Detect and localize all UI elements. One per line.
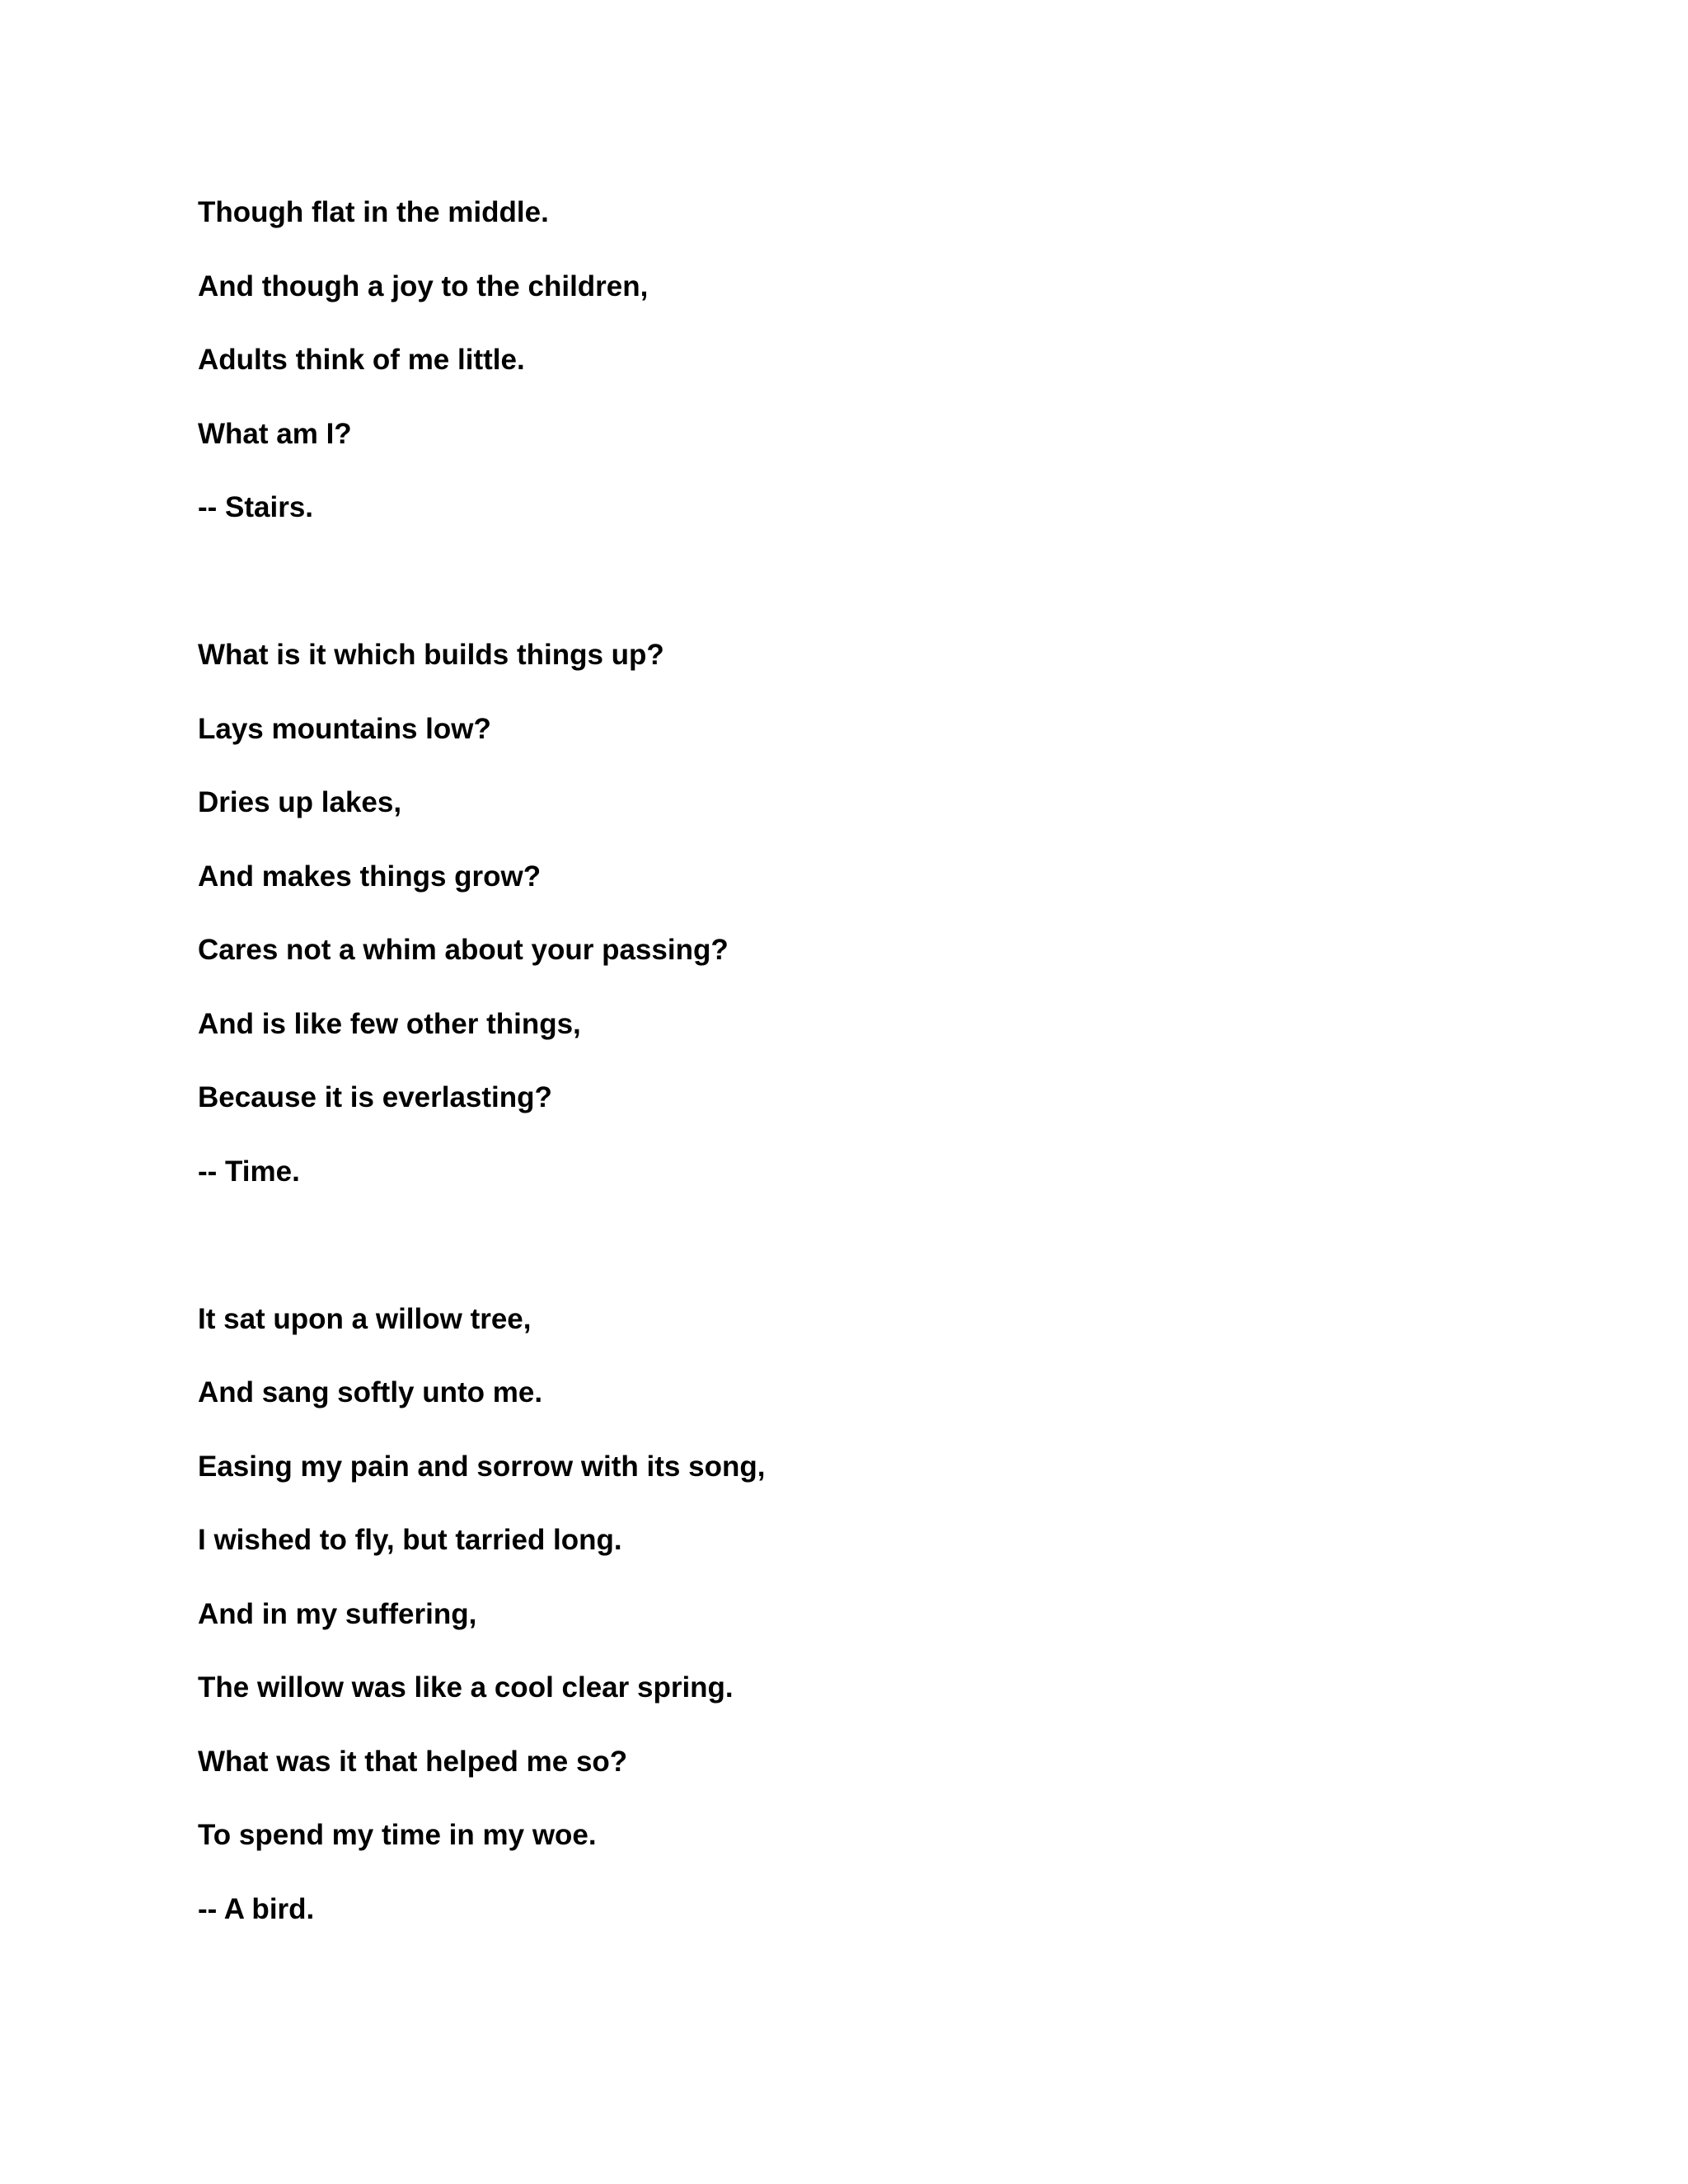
stanza-2-answer: -- Time. (198, 1155, 300, 1188)
stanza-1-answer: -- Stairs. (198, 491, 314, 523)
stanza-3-line-7: What was it that helped me so? (198, 1745, 628, 1778)
stanza-3-line-5: And in my suffering, (198, 1597, 477, 1630)
stanza-1-line-2: And though a joy to the children, (198, 269, 649, 302)
stanza-gap (198, 567, 1484, 641)
stanza-3-line-4: I wished to fly, but tarried long. (198, 1524, 622, 1556)
stanza-2-line-2: Lays mountains low? (198, 712, 491, 745)
stanza-3-line-8: To spend my time in my woe. (198, 1819, 597, 1851)
stanza-3-line-1: It sat upon a willow tree, (198, 1302, 532, 1335)
stanza-2-line-6: And is like few other things, (198, 1007, 581, 1040)
stanza-3-line-6: The willow was like a cool clear spring. (198, 1671, 734, 1704)
stanza-2-line-3: Dries up lakes, (198, 786, 402, 818)
stanza-2-line-1: What is it which builds things up? (198, 639, 664, 671)
stanza-3-line-3: Easing my pain and sorrow with its song, (198, 1450, 766, 1483)
riddle-text-body (198, 198, 1484, 1968)
stanza-2-line-4: And makes things grow? (198, 860, 542, 893)
stanza-2-line-5: Cares not a whim about your passing? (198, 934, 729, 966)
stanza-1-line-3: Adults think of me little. (198, 344, 525, 376)
stanza-3-line-2: And sang softly unto me. (198, 1376, 543, 1408)
stanza-gap (198, 1230, 1484, 1305)
stanza-3-answer: -- A bird. (198, 1892, 315, 1925)
stanza-1-line-1: Though flat in the middle. (198, 196, 549, 228)
stanza-1-line-4: What am I? (198, 417, 352, 450)
stanza-2-line-7: Because it is everlasting? (198, 1081, 552, 1113)
